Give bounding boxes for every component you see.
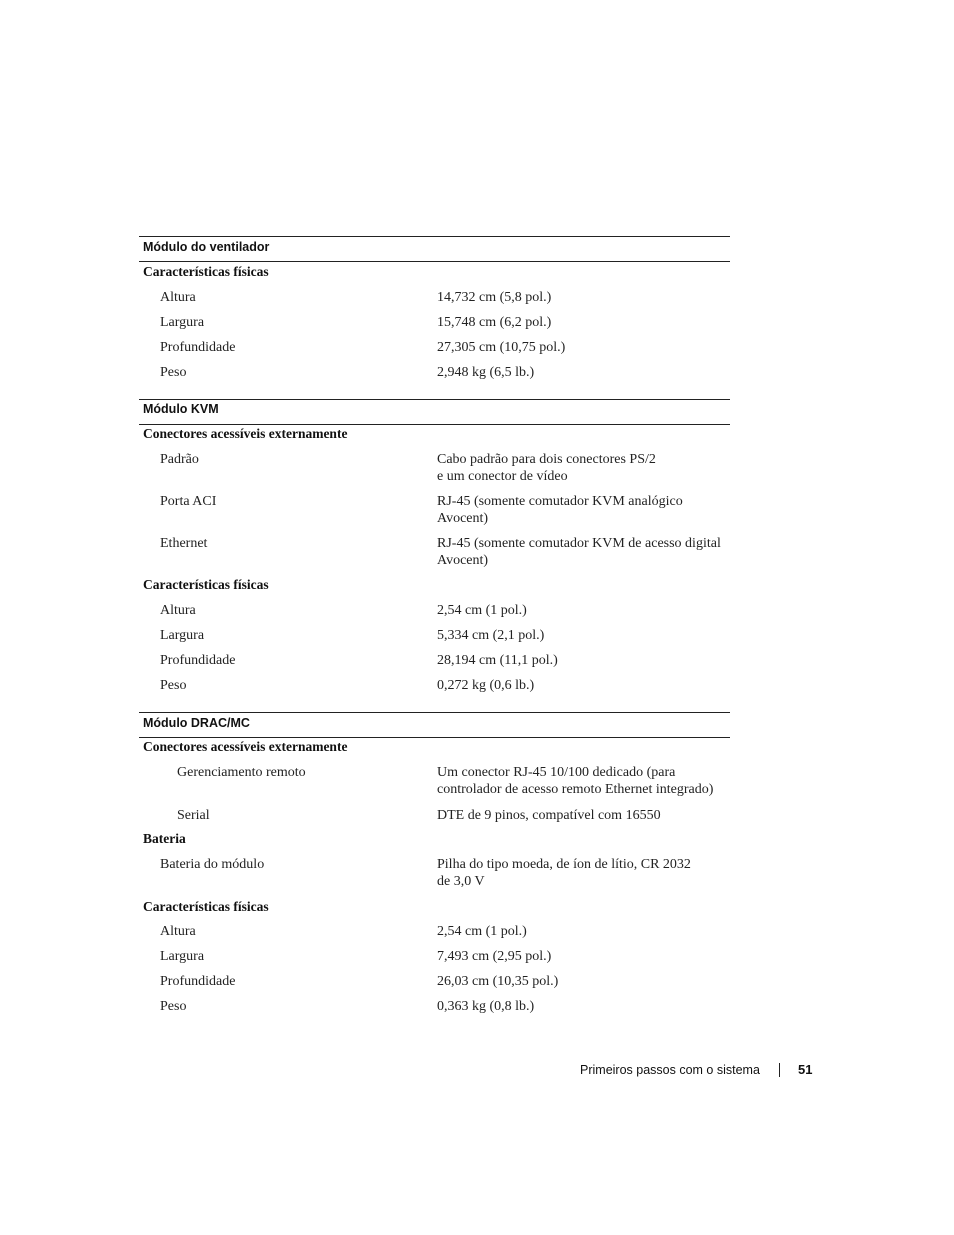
spec-label-module-battery: Bateria do módulo	[160, 857, 265, 872]
spec-value-line: Avocent)	[437, 511, 489, 526]
section-top-rule	[139, 399, 730, 400]
spec-value-standard	[437, 451, 737, 485]
spec-value-width: 15,748 cm (6,2 pol.)	[437, 315, 552, 330]
section-title-fan-module: Módulo do ventilador	[143, 240, 270, 254]
footer-chapter-title: Primeiros passos com o sistema	[580, 1063, 760, 1077]
spec-label-weight: Peso	[160, 365, 187, 380]
spec-label-ethernet: Ethernet	[160, 536, 208, 551]
spec-label-weight: Peso	[160, 678, 187, 693]
spec-value-weight: 0,363 kg (0,8 lb.)	[437, 999, 535, 1014]
spec-value-depth: 27,305 cm (10,75 pol.)	[437, 340, 566, 355]
category-physical: Características físicas	[143, 899, 269, 914]
section-title-drac-module: Módulo DRAC/MC	[143, 716, 250, 730]
spec-value-width: 7,493 cm (2,95 pol.)	[437, 949, 552, 964]
section-header-rule	[139, 261, 730, 262]
spec-value-ethernet	[437, 535, 737, 569]
spec-value-depth: 26,03 cm (10,35 pol.)	[437, 974, 559, 989]
spec-value-width: 5,334 cm (2,1 pol.)	[437, 628, 545, 643]
spec-label-width: Largura	[160, 628, 205, 643]
category-external-connectors: Conectores acessíveis externamente	[143, 426, 348, 441]
spec-value-line: RJ-45 (somente comutador KVM de acesso digital	[437, 536, 721, 551]
spec-label-remote-management: Gerenciamento remoto	[177, 765, 306, 780]
spec-label-height: Altura	[160, 603, 196, 618]
spec-label-depth: Profundidade	[160, 653, 236, 668]
spec-label-width: Largura	[160, 315, 205, 330]
spec-label-width: Largura	[160, 949, 205, 964]
spec-value-depth: 28,194 cm (11,1 pol.)	[437, 653, 558, 668]
section-top-rule	[139, 712, 730, 713]
section-top-rule	[139, 236, 730, 237]
spec-value-height: 2,54 cm (1 pol.)	[437, 603, 527, 618]
spec-value-height: 2,54 cm (1 pol.)	[437, 924, 527, 939]
category-external-connectors: Conectores acessíveis externamente	[143, 739, 348, 754]
spec-label-standard: Padrão	[160, 452, 199, 467]
section-header-rule	[139, 737, 730, 738]
spec-value-remote-management	[437, 764, 737, 798]
spec-label-weight: Peso	[160, 999, 187, 1014]
spec-value-line: de 3,0 V	[437, 874, 485, 889]
category-physical: Características físicas	[143, 264, 269, 279]
spec-value-weight: 2,948 kg (6,5 lb.)	[437, 365, 535, 380]
spec-label-depth: Profundidade	[160, 974, 236, 989]
category-battery: Bateria	[143, 831, 186, 846]
category-physical: Características físicas	[143, 577, 269, 592]
spec-label-serial: Serial	[177, 808, 210, 823]
spec-value-weight: 0,272 kg (0,6 lb.)	[437, 678, 535, 693]
spec-value-aci-port	[437, 493, 737, 527]
spec-value-line: Cabo padrão para dois conectores PS/2	[437, 452, 656, 467]
spec-value-line: Um conector RJ-45 10/100 dedicado (para	[437, 765, 676, 780]
spec-value-line: e um conector de vídeo	[437, 469, 568, 484]
spec-value-line: Avocent)	[437, 553, 489, 568]
spec-label-depth: Profundidade	[160, 340, 236, 355]
spec-label-height: Altura	[160, 924, 196, 939]
section-header-rule	[139, 424, 730, 425]
footer-separator	[779, 1063, 780, 1077]
spec-label-height: Altura	[160, 290, 196, 305]
spec-value-serial: DTE de 9 pinos, compatível com 16550	[437, 808, 661, 823]
spec-label-aci-port: Porta ACI	[160, 494, 217, 509]
section-title-kvm-module: Módulo KVM	[143, 402, 219, 416]
spec-value-module-battery	[437, 856, 737, 890]
spec-value-line: Pilha do tipo moeda, de íon de lítio, CR 2032	[437, 857, 691, 872]
spec-value-line: RJ-45 (somente comutador KVM analógico	[437, 494, 683, 509]
spec-value-line: controlador de acesso remoto Ethernet integrado)	[437, 782, 714, 797]
spec-value-height: 14,732 cm (5,8 pol.)	[437, 290, 552, 305]
page-number: 51	[798, 1062, 813, 1077]
